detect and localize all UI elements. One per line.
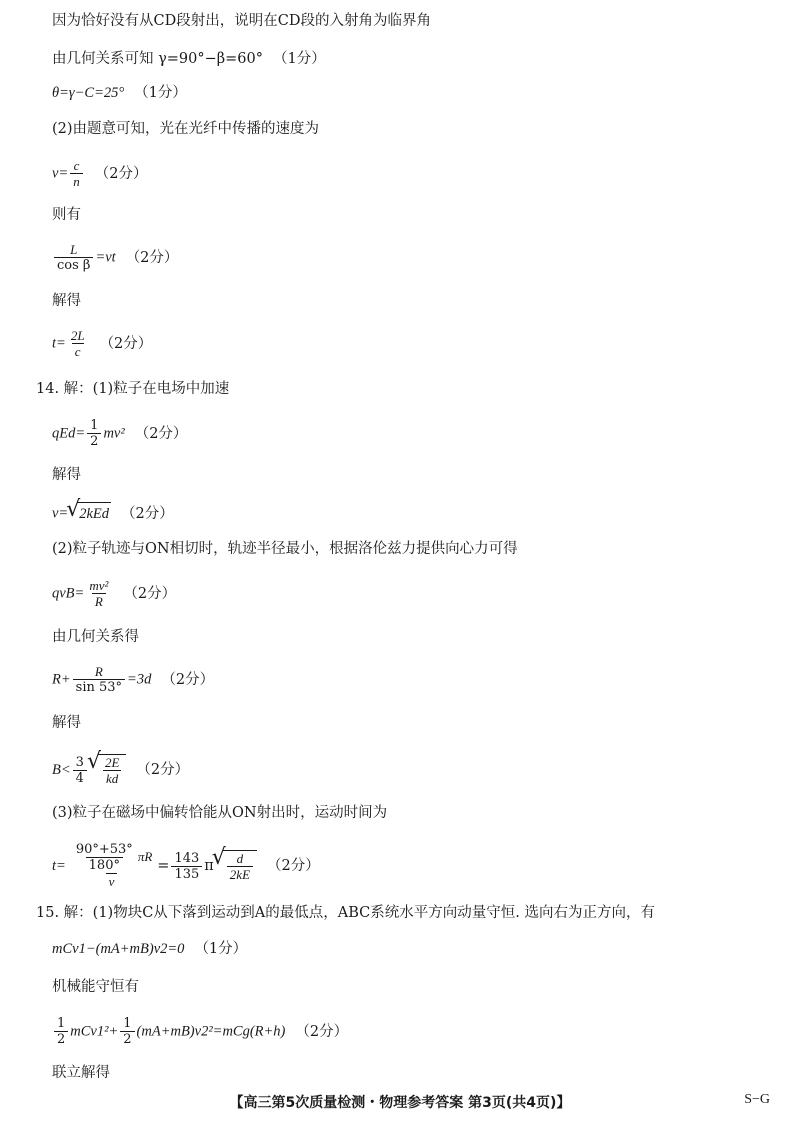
text-line-solve xyxy=(52,464,81,486)
line-text: 则有 xyxy=(52,207,81,223)
denominator: 2 xyxy=(87,433,101,449)
equation-energy xyxy=(52,418,187,449)
text-line-part2 xyxy=(52,118,319,140)
equation-term: (mA+mB)v2²=mCg(R+h) xyxy=(136,1023,286,1040)
score-label: （2分） xyxy=(125,249,179,266)
denominator: n xyxy=(70,173,83,189)
denominator: 180° xyxy=(86,857,123,873)
square-root xyxy=(89,754,126,786)
text-line-combine xyxy=(52,1062,110,1084)
equation-gamma xyxy=(52,48,326,70)
line-text: 14. 解：(1)粒子在电场中加速 xyxy=(36,381,230,397)
score-label: （2分） xyxy=(123,585,177,602)
text-line-then xyxy=(52,204,81,226)
text-line-part2-q14 xyxy=(52,538,518,560)
equation-length xyxy=(52,242,178,273)
numerator: √ d xyxy=(236,851,244,866)
fraction xyxy=(120,1016,134,1047)
score-label: （2分） xyxy=(161,671,215,688)
score-label: （1分） xyxy=(273,51,326,67)
text-line-energy-conservation xyxy=(52,976,139,998)
numerator: 3 xyxy=(75,754,84,770)
equation-velocity xyxy=(52,502,174,525)
equation-lhs: B< xyxy=(52,762,71,778)
equation-text: mCv1−(mA+mB)v2=0 xyxy=(52,941,185,957)
line-text: (2)由题意可知，光在光纤中传播的速度为 xyxy=(52,121,320,137)
fraction xyxy=(68,328,88,359)
score-label: （2分） xyxy=(136,762,190,778)
numerator: √ 2E xyxy=(104,755,120,770)
equation-momentum xyxy=(52,938,247,960)
equals-sign: = xyxy=(157,858,170,874)
line-text: 解得 xyxy=(52,467,81,483)
score-label: （1分） xyxy=(134,85,187,101)
numerator-factor: πR xyxy=(137,849,153,864)
equation-speed xyxy=(52,158,147,189)
fraction xyxy=(54,242,93,273)
page-footer: 【高三第5次质量检测・物理参考答案 第3页(共4页)】 xyxy=(229,1095,571,1111)
numerator: 1 xyxy=(90,418,99,433)
denominator: sin 53° xyxy=(73,679,125,695)
score-label: （2分） xyxy=(121,505,174,522)
fraction xyxy=(87,418,101,449)
line-text: 由几何关系得 xyxy=(52,629,139,645)
equation-rhs: =vt xyxy=(95,249,116,266)
equation-lhs: qEd= xyxy=(52,425,86,442)
equation-lhs: v= xyxy=(52,505,69,522)
fraction xyxy=(54,1016,68,1047)
line-text: (3)粒子在磁场中偏转恰能从ON射出时，运动时间为 xyxy=(52,805,388,821)
equation-term: mCv1²+ xyxy=(70,1023,119,1040)
numerator: 1 xyxy=(57,1016,66,1031)
denominator: cos β xyxy=(54,257,93,273)
numerator: mv² xyxy=(89,578,109,593)
equation-theta xyxy=(52,82,187,104)
numerator: L xyxy=(70,242,78,257)
numerator: 1 xyxy=(123,1016,132,1031)
fraction xyxy=(102,755,122,786)
line-text: 解得 xyxy=(52,293,81,309)
equation-lorentz xyxy=(52,578,176,609)
numerator: R xyxy=(94,664,103,679)
equation-lhs: R+ xyxy=(52,671,71,688)
square-root xyxy=(68,502,111,525)
fraction xyxy=(70,158,83,189)
line-text: 15. 解：(1)物块C从下落到运动到A的最低点，ABC系统水平方向动量守恒. 选向右为正方向，有 xyxy=(36,905,655,921)
equation-mechanical-energy xyxy=(52,1016,348,1047)
score-label: （2分） xyxy=(267,858,320,874)
fraction xyxy=(171,851,202,882)
square-root xyxy=(214,850,257,882)
fraction xyxy=(227,851,253,882)
text-line-geometry xyxy=(52,626,139,648)
question-14-heading xyxy=(36,378,229,400)
pi-symbol: π xyxy=(204,858,214,874)
score-label: （2分） xyxy=(295,1023,349,1040)
denominator: 4 xyxy=(73,770,87,786)
text-line-critical-angle xyxy=(52,10,431,32)
denominator: 2kE xyxy=(227,866,253,882)
numerator: 143 xyxy=(174,850,200,866)
equation-text: 由几何关系可知 γ=90°−β=60° xyxy=(52,51,264,67)
line-text: (2)粒子轨迹与ON相切时，轨迹半径最小，根据洛伦兹力提供向心力可得 xyxy=(52,541,518,557)
equation-lhs: t= xyxy=(52,858,66,874)
question-15-heading xyxy=(36,902,655,924)
equation-lhs: t= xyxy=(52,335,66,352)
denominator: kd xyxy=(103,770,121,786)
line-text: 解得 xyxy=(52,715,81,731)
denominator: 2 xyxy=(54,1031,68,1047)
radicand: 2kEd xyxy=(77,502,111,525)
denominator: v xyxy=(106,873,118,890)
numerator: c xyxy=(73,158,80,173)
fraction xyxy=(73,664,125,695)
equation-rhs: =3d xyxy=(127,671,152,688)
text-line-part3 xyxy=(52,802,387,824)
fraction xyxy=(68,842,155,890)
numerator xyxy=(68,842,155,873)
equation-lhs: v= xyxy=(52,165,69,182)
score-label: （1分） xyxy=(194,941,248,957)
score-label: （2分） xyxy=(99,335,153,352)
fraction xyxy=(86,578,111,609)
numerator: 2L xyxy=(70,328,85,343)
line-text: 机械能守恒有 xyxy=(52,979,139,995)
denominator: 2 xyxy=(120,1031,134,1047)
fraction xyxy=(73,842,136,873)
equation-time xyxy=(52,328,152,359)
score-label: （2分） xyxy=(94,165,148,182)
equation-motion-time xyxy=(52,842,320,890)
equation-rhs: mv² xyxy=(103,425,125,442)
equation-radius xyxy=(52,664,214,695)
fraction xyxy=(73,755,87,786)
equation-field xyxy=(52,754,189,786)
text-line-solve xyxy=(52,712,81,734)
line-text: 联立解得 xyxy=(52,1065,110,1081)
score-label: （2分） xyxy=(134,425,188,442)
text-line-solve xyxy=(52,290,81,312)
denominator: c xyxy=(72,343,84,359)
denominator: R xyxy=(92,593,106,609)
paper-code: S−G xyxy=(744,1092,770,1107)
numerator: 90°+53° xyxy=(75,842,133,857)
denominator: 135 xyxy=(171,866,202,882)
equation-lhs: qvB= xyxy=(52,585,85,602)
equation-text: θ=γ−C=25° xyxy=(52,85,125,101)
line-text: 因为恰好没有从CD段射出，说明在CD段的入射角为临界角 xyxy=(52,13,431,29)
